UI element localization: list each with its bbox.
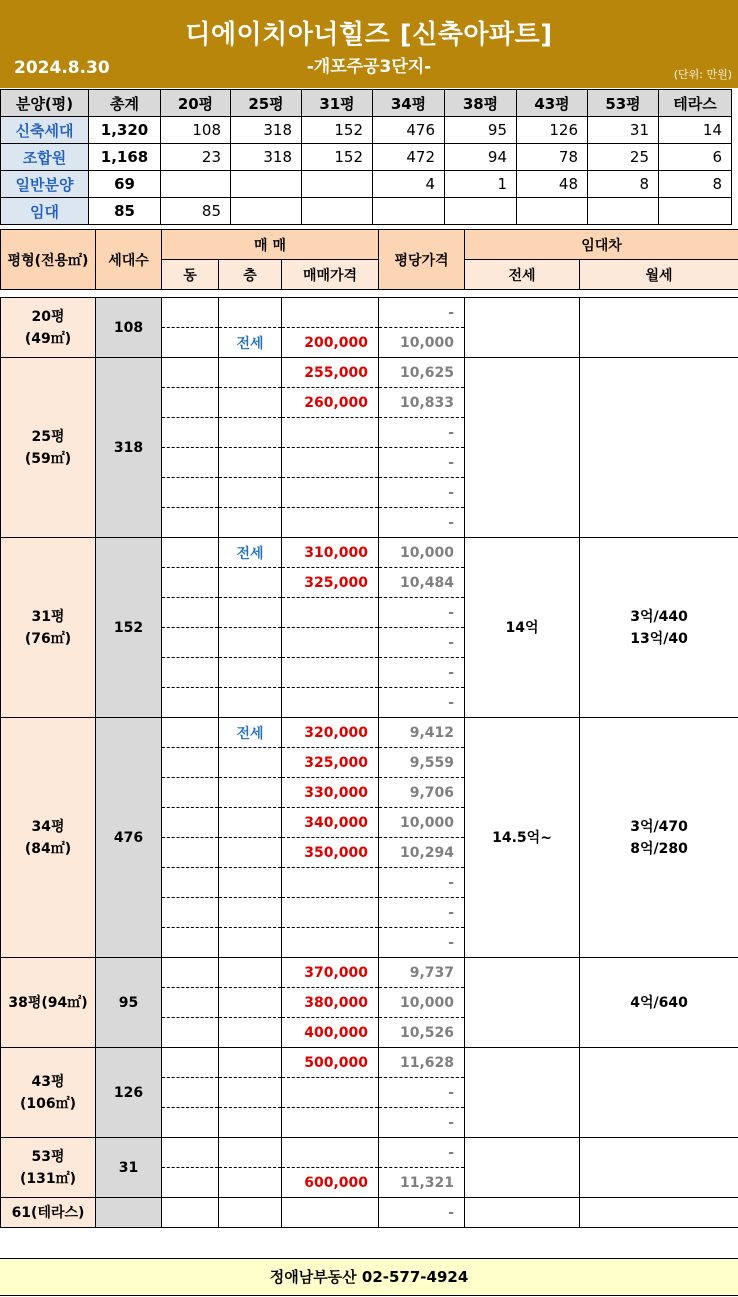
floor-cell: 전세 [219, 538, 282, 568]
trade-price [282, 1108, 379, 1138]
summary-value: 152 [302, 144, 373, 171]
dong-cell [162, 508, 219, 538]
trade-price [282, 868, 379, 898]
supply-summary-table [0, 89, 732, 225]
summary-row-label: 신축세대 [1, 117, 89, 144]
floor-cell [219, 418, 282, 448]
jeonse-price [465, 358, 580, 538]
summary-total: 69 [89, 171, 161, 198]
dong-cell [162, 988, 219, 1018]
header-dong: 동 [162, 260, 219, 290]
summary-value: 6 [659, 144, 732, 171]
floor-cell [219, 598, 282, 628]
price-per-pyeong: 11,628 [379, 1048, 465, 1078]
summary-value [161, 171, 231, 198]
summary-value [302, 198, 373, 225]
unit-type [1, 358, 96, 538]
summary-value [231, 171, 302, 198]
summary-value: 472 [373, 144, 445, 171]
dong-cell [162, 328, 219, 358]
jeonse-price [465, 958, 580, 1048]
trade-price: 260,000 [282, 388, 379, 418]
monthly-rent [580, 958, 738, 1048]
monthly-rent [580, 358, 738, 538]
floor-cell: 전세 [219, 328, 282, 358]
unit-type [1, 298, 96, 358]
summary-value [302, 171, 373, 198]
floor-cell: 전세 [219, 718, 282, 748]
trade-price [282, 478, 379, 508]
main-header-row [1, 230, 738, 260]
trade-price [282, 1078, 379, 1108]
price-per-pyeong: - [379, 418, 465, 448]
trade-price [282, 688, 379, 718]
dong-cell [162, 838, 219, 868]
dong-cell [162, 868, 219, 898]
dong-cell [162, 1018, 219, 1048]
monthly-rent [580, 538, 738, 718]
floor-cell [219, 808, 282, 838]
unit-type-size: 53평 [31, 1148, 65, 1165]
jeonse-price: 14억 [465, 538, 580, 718]
floor-cell [219, 1168, 282, 1198]
summary-value [373, 198, 445, 225]
dong-cell [162, 688, 219, 718]
price-per-pyeong: 10,294 [379, 838, 465, 868]
jeonse-price [465, 1048, 580, 1138]
summary-value [231, 198, 302, 225]
monthly-rent [580, 1048, 738, 1138]
price-per-pyeong: 9,706 [379, 778, 465, 808]
price-per-pyeong: 10,000 [379, 988, 465, 1018]
price-per-pyeong: - [379, 688, 465, 718]
dong-cell [162, 388, 219, 418]
trade-price: 500,000 [282, 1048, 379, 1078]
report-date: 2024.8.30 [14, 58, 110, 78]
monthly-rent [580, 298, 738, 358]
dong-cell [162, 298, 219, 328]
trade-price [282, 298, 379, 328]
header-trade: 매 매 [162, 230, 379, 260]
listing-row [1, 718, 738, 748]
unit-count: 126 [96, 1048, 162, 1138]
summary-value [445, 198, 517, 225]
unit-count: 108 [96, 298, 162, 358]
monthly-rent-line-1: 3억/440 [630, 608, 688, 625]
price-per-pyeong: - [379, 478, 465, 508]
price-per-pyeong: 10,833 [379, 388, 465, 418]
trade-price [282, 418, 379, 448]
summary-value: 25 [588, 144, 659, 171]
summary-row [1, 144, 732, 171]
price-per-pyeong: 10,000 [379, 808, 465, 838]
dong-cell [162, 1138, 219, 1168]
price-per-pyeong: 10,000 [379, 328, 465, 358]
summary-value [517, 198, 588, 225]
summary-value: 48 [517, 171, 588, 198]
floor-cell [219, 868, 282, 898]
trade-price: 255,000 [282, 358, 379, 388]
dong-cell [162, 778, 219, 808]
footer-contact [0, 1258, 738, 1296]
price-per-pyeong: - [379, 298, 465, 328]
dong-cell [162, 568, 219, 598]
floor-cell [219, 658, 282, 688]
summary-header-row [1, 90, 732, 117]
price-per-pyeong: 10,526 [379, 1018, 465, 1048]
dong-cell [162, 358, 219, 388]
price-per-pyeong: - [379, 508, 465, 538]
unit-type-area: (76㎡) [24, 630, 72, 647]
floor-cell [219, 298, 282, 328]
summary-header-cell: 20평 [161, 90, 231, 117]
price-per-pyeong: - [379, 448, 465, 478]
unit-type-size: 43평 [31, 1073, 65, 1090]
monthly-rent [580, 718, 738, 958]
unit-type [1, 718, 96, 958]
monthly-rent [580, 1138, 738, 1198]
header-type: 평형(전용㎡) [1, 230, 96, 290]
summary-value: 318 [231, 117, 302, 144]
dong-cell [162, 748, 219, 778]
summary-header-cell: 25평 [231, 90, 302, 117]
summary-total: 1,168 [89, 144, 161, 171]
floor-cell [219, 1108, 282, 1138]
header-jeonse: 전세 [465, 260, 580, 290]
summary-header-cell: 테라스 [659, 90, 732, 117]
unit-type [1, 958, 96, 1048]
dong-cell [162, 658, 219, 688]
trade-price: 325,000 [282, 568, 379, 598]
summary-row [1, 117, 732, 144]
dong-cell [162, 538, 219, 568]
trade-price [282, 1138, 379, 1168]
trade-price: 340,000 [282, 808, 379, 838]
trade-price [282, 448, 379, 478]
trade-price [282, 628, 379, 658]
unit-type-size: 25평 [31, 428, 65, 445]
trade-price: 330,000 [282, 778, 379, 808]
dong-cell [162, 1048, 219, 1078]
summary-header-cell: 34평 [373, 90, 445, 117]
summary-value: 4 [373, 171, 445, 198]
jeonse-price: 14.5억~ [465, 718, 580, 958]
summary-value: 94 [445, 144, 517, 171]
unit-type [1, 1048, 96, 1138]
trade-price: 350,000 [282, 838, 379, 868]
dong-cell [162, 1108, 219, 1138]
summary-total: 85 [89, 198, 161, 225]
dong-cell [162, 1198, 219, 1228]
floor-cell [219, 898, 282, 928]
price-per-pyeong: - [379, 1198, 465, 1228]
spacer [1, 290, 738, 298]
price-per-pyeong: 9,412 [379, 718, 465, 748]
floor-cell [219, 748, 282, 778]
floor-cell [219, 958, 282, 988]
summary-value: 8 [588, 171, 659, 198]
header-price-per: 평당가격 [379, 230, 465, 290]
floor-cell [219, 1138, 282, 1168]
summary-row-label: 임대 [1, 198, 89, 225]
summary-row-label: 조합원 [1, 144, 89, 171]
jeonse-price [465, 1198, 580, 1228]
jeonse-price [465, 1138, 580, 1198]
dong-cell [162, 1078, 219, 1108]
unit-type-area: (49㎡) [24, 330, 72, 347]
unit-count: 95 [96, 958, 162, 1048]
monthly-rent-line-1: 4억/640 [630, 994, 688, 1011]
unit-type-area: (84㎡) [24, 840, 72, 857]
floor-cell [219, 628, 282, 658]
price-per-pyeong: 9,559 [379, 748, 465, 778]
trade-price [282, 598, 379, 628]
floor-cell [219, 688, 282, 718]
unit-type [1, 1198, 96, 1228]
unit-type [1, 538, 96, 718]
listing-row [1, 298, 738, 328]
header-floor: 층 [219, 260, 282, 290]
summary-value: 95 [445, 117, 517, 144]
header-monthly: 월세 [580, 260, 738, 290]
header-units: 세대수 [96, 230, 162, 290]
summary-value: 23 [161, 144, 231, 171]
listing-row [1, 1198, 738, 1228]
summary-row-label: 일반분양 [1, 171, 89, 198]
price-per-pyeong: - [379, 928, 465, 958]
summary-value: 152 [302, 117, 373, 144]
floor-cell [219, 1048, 282, 1078]
unit-note: (단위: 만원) [673, 68, 732, 81]
summary-header-cell: 43평 [517, 90, 588, 117]
price-per-pyeong: 10,000 [379, 538, 465, 568]
dong-cell [162, 928, 219, 958]
unit-count [96, 1198, 162, 1228]
summary-value: 108 [161, 117, 231, 144]
summary-value: 126 [517, 117, 588, 144]
trade-price: 600,000 [282, 1168, 379, 1198]
trade-price: 380,000 [282, 988, 379, 1018]
header-banner [0, 0, 738, 88]
unit-type-area: (59㎡) [24, 450, 72, 467]
jeonse-price [465, 298, 580, 358]
floor-cell [219, 358, 282, 388]
summary-value [659, 198, 732, 225]
listing-row [1, 358, 738, 388]
summary-row [1, 198, 732, 225]
unit-type-size: 31평 [31, 608, 65, 625]
floor-cell [219, 1018, 282, 1048]
summary-header-cell: 31평 [302, 90, 373, 117]
summary-value: 31 [588, 117, 659, 144]
unit-type-size: 34평 [31, 818, 65, 835]
unit-type-area: (106㎡) [19, 1095, 77, 1112]
dong-cell [162, 448, 219, 478]
listing-row [1, 1048, 738, 1078]
trade-price: 400,000 [282, 1018, 379, 1048]
summary-value: 476 [373, 117, 445, 144]
trade-price [282, 658, 379, 688]
summary-value [588, 198, 659, 225]
price-per-pyeong: - [379, 868, 465, 898]
summary-header-cell: 38평 [445, 90, 517, 117]
trade-price: 370,000 [282, 958, 379, 988]
monthly-rent [580, 1198, 738, 1228]
dong-cell [162, 808, 219, 838]
monthly-rent-line-2: 8억/280 [630, 840, 688, 857]
dong-cell [162, 958, 219, 988]
agency-contact: 정애남부동산 02-577-4924 [269, 1268, 469, 1286]
dong-cell [162, 418, 219, 448]
unit-type [1, 1138, 96, 1198]
price-per-pyeong: 10,484 [379, 568, 465, 598]
floor-cell [219, 838, 282, 868]
summary-value: 78 [517, 144, 588, 171]
summary-header-cell: 53평 [588, 90, 659, 117]
summary-header-cell: 총계 [89, 90, 161, 117]
price-per-pyeong: 11,321 [379, 1168, 465, 1198]
summary-header-cell: 분양(평) [1, 90, 89, 117]
price-per-pyeong: - [379, 628, 465, 658]
trade-price: 200,000 [282, 328, 379, 358]
unit-count: 318 [96, 358, 162, 538]
summary-value: 1 [445, 171, 517, 198]
dong-cell [162, 718, 219, 748]
trade-price: 325,000 [282, 748, 379, 778]
unit-type-size: 20평 [31, 308, 65, 325]
trade-price [282, 1198, 379, 1228]
price-per-pyeong: - [379, 598, 465, 628]
summary-row [1, 171, 732, 198]
unit-type-size: 61(테라스) [11, 1204, 85, 1221]
price-per-pyeong: - [379, 658, 465, 688]
price-per-pyeong: - [379, 1108, 465, 1138]
summary-value: 318 [231, 144, 302, 171]
price-table [0, 229, 738, 1228]
floor-cell [219, 1078, 282, 1108]
page-title: 디에이치아너힐즈 [신축아파트] [185, 20, 553, 50]
listing-row [1, 538, 738, 568]
floor-cell [219, 988, 282, 1018]
floor-cell [219, 508, 282, 538]
floor-cell [219, 448, 282, 478]
price-per-pyeong: - [379, 1078, 465, 1108]
trade-price: 320,000 [282, 718, 379, 748]
floor-cell [219, 568, 282, 598]
listing-row [1, 958, 738, 988]
floor-cell [219, 928, 282, 958]
monthly-rent-line-2: 13억/40 [630, 630, 688, 647]
dong-cell [162, 628, 219, 658]
dong-cell [162, 478, 219, 508]
dong-cell [162, 1168, 219, 1198]
summary-total: 1,320 [89, 117, 161, 144]
header-rent: 임대차 [465, 230, 738, 260]
listing-row [1, 1138, 738, 1168]
trade-price [282, 928, 379, 958]
unit-type-area: (131㎡) [19, 1170, 77, 1187]
unit-count: 31 [96, 1138, 162, 1198]
summary-value: 8 [659, 171, 732, 198]
unit-count: 476 [96, 718, 162, 958]
price-per-pyeong: - [379, 898, 465, 928]
floor-cell [219, 478, 282, 508]
summary-value: 85 [161, 198, 231, 225]
header-trade-price: 매매가격 [282, 260, 379, 290]
price-per-pyeong: 9,737 [379, 958, 465, 988]
unit-type-size: 38평(94㎡) [8, 994, 88, 1011]
trade-price [282, 898, 379, 928]
dong-cell [162, 598, 219, 628]
floor-cell [219, 778, 282, 808]
floor-cell [219, 388, 282, 418]
trade-price: 310,000 [282, 538, 379, 568]
price-per-pyeong: 10,625 [379, 358, 465, 388]
unit-count: 152 [96, 538, 162, 718]
summary-value: 14 [659, 117, 732, 144]
floor-cell [219, 1198, 282, 1228]
trade-price [282, 508, 379, 538]
dong-cell [162, 898, 219, 928]
price-per-pyeong: - [379, 1138, 465, 1168]
monthly-rent-line-1: 3억/470 [630, 818, 688, 835]
page-subtitle: -개포주공3단지- [306, 57, 432, 77]
